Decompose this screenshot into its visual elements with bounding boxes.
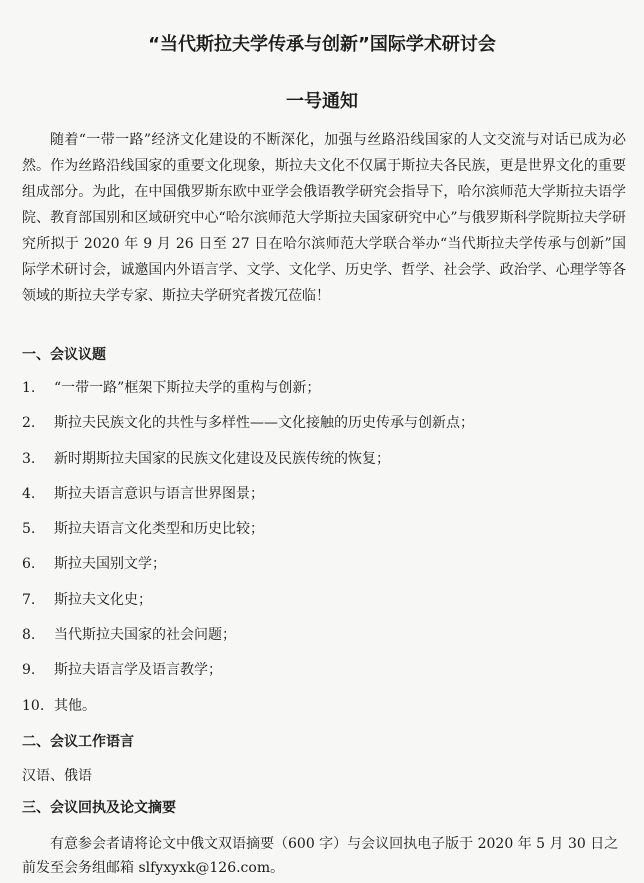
item-number: 4. — [22, 485, 36, 502]
item-number: 7. — [22, 591, 36, 608]
list-item — [22, 696, 474, 731]
list-item — [22, 413, 474, 448]
section-heading-registration: 三、会议回执及论文摘要 — [22, 800, 176, 816]
list-item — [22, 590, 474, 625]
document-title: “当代斯拉夫学传承与创新”国际学术研讨会 — [148, 34, 496, 55]
item-number: 10. — [22, 697, 45, 714]
list-item — [22, 449, 474, 484]
item-text: 斯拉夫国别文学； — [54, 556, 166, 573]
item-number: 9. — [22, 662, 36, 679]
section-heading-topics: 一、会议议题 — [22, 347, 106, 363]
item-text: 新时期斯拉夫国家的民族文化建设及民族传统的恢复； — [54, 450, 390, 467]
topics-list — [22, 378, 474, 731]
item-text: 斯拉夫语言意识与语言世界图景； — [54, 485, 264, 502]
item-text: 斯拉夫民族文化的共性与多样性——文化接触的历史传承与创新点； — [54, 415, 474, 432]
list-item — [22, 660, 474, 695]
working-languages: 汉语、俄语 — [22, 768, 92, 784]
document-subtitle: 一号通知 — [286, 91, 358, 112]
list-item — [22, 554, 474, 589]
intro-paragraph: 随着“一带一路”经济文化建设的不断深化，加强与丝路沿线国家的人文交流与对话已成为必然。作为丝路沿线国家的重要文化现象，斯拉夫文化不仅属于斯拉夫各民族，更是世界文化的重要组成部分。为此，在中国俄罗斯东欧中亚学会俄语教学研究会指导下，哈尔滨师范大学斯拉夫语学院、教育部国别和区域研究中心“哈尔滨师范大学斯拉夫国家研究中心”与俄罗斯科学院斯拉夫学研究所拟于 2020 年 9 月 26 日至 27 日在哈尔滨师范大学联合举办“当代斯拉夫学传承与创新”国际学术研讨会，诚邀国内外语言学、文学、文化学、历史学、哲学、社会学、政治学、心理学等各领域的斯拉夫学专家、斯拉夫学研究者拨冗莅临！ — [22, 132, 626, 304]
list-item — [22, 378, 474, 413]
list-item — [22, 484, 474, 519]
item-text: 当代斯拉夫国家的社会问题； — [54, 627, 236, 644]
item-text: 其他。 — [54, 697, 96, 714]
item-text: 斯拉夫语言文化类型和历史比较； — [54, 521, 264, 538]
item-number: 5. — [22, 521, 36, 538]
item-text: 斯拉夫文化史； — [54, 591, 152, 608]
item-number: 8. — [22, 627, 36, 644]
item-text: “一带一路”框架下斯拉夫学的重构与创新； — [54, 380, 321, 396]
item-number: 1. — [22, 380, 36, 396]
item-text: 斯拉夫语言学及语言教学； — [54, 662, 222, 679]
section-heading-language: 二、会议工作语言 — [22, 734, 134, 750]
list-item — [22, 625, 474, 660]
item-number: 2. — [22, 415, 36, 432]
registration-paragraph: 有意参会者请将论文中俄文双语摘要（600 字）与会议回执电子版于 2020 年 5 月 30 日之前发至会务组邮箱 slfyxyxk@126.com。 — [22, 836, 619, 876]
list-item — [22, 519, 474, 554]
item-number: 6. — [22, 556, 36, 573]
item-number: 3. — [22, 450, 36, 467]
